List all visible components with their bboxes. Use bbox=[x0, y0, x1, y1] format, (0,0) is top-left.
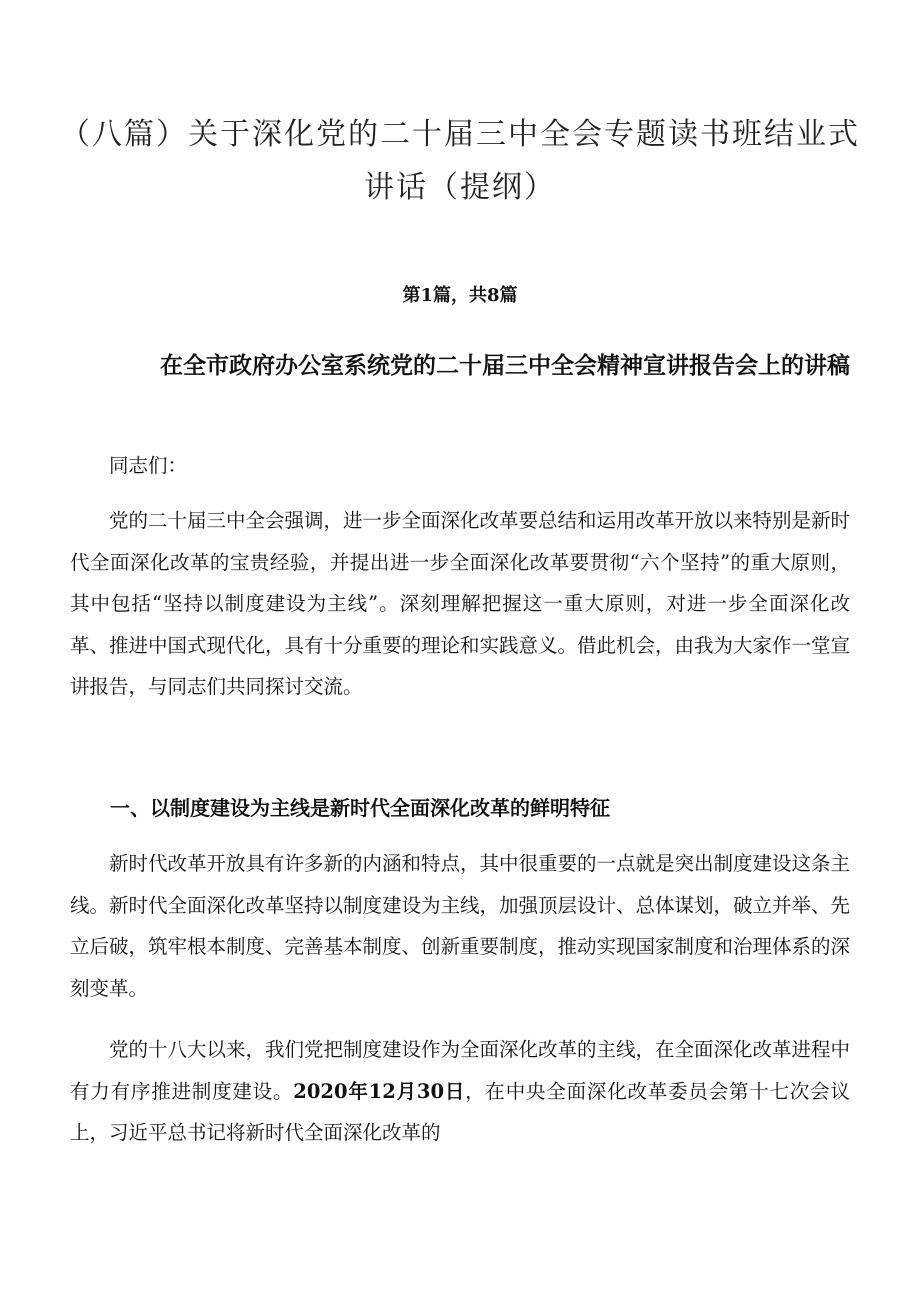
section-1-heading: 一、以制度建设为主线是新时代全面深化改革的鲜明特征 bbox=[110, 796, 610, 820]
speech-title: 在全市政府办公室系统党的二十届三中全会精神宣讲报告会上的讲稿 bbox=[160, 353, 850, 379]
part-indicator: 第1篇，共8篇 bbox=[402, 285, 518, 306]
paragraph-2: 新时代改革开放具有许多新的内涵和特点，其中很重要的一点就是突出制度建设这条主线。新时代全面深化改革坚持以制度建设为主线，加强顶层设计、总体谋划，破立并举、先立后破，筑牢根本制度、完善基本制度、创新重要制度，推动实现国家制度和治理体系的深刻变革。 bbox=[70, 852, 851, 1000]
paragraph-3-date: 2020年12月30日 bbox=[293, 1079, 466, 1103]
paragraph-3-text-a: 党的十八大以来，我们党把制度建设作为全面深化改革的主线，在全面深化改革进程中有力有序推进制度建设。 bbox=[70, 1038, 851, 1103]
paragraph-1: 党的二十届三中全会强调，进一步全面深化改革要总结和运用改革开放以来特别是新时代全面深化改革的宝贵经验，并提出进一步全面深化改革要贯彻“六个坚持”的重大原则，其中包括“坚持以制度建设为主线”。深刻理解把握这一重大原则，对进一步全面深化改革、推进中国式现代化，具有十分重要的理论和实践意义。借此机会，由我为大家作一堂宣讲报告，与同志们共同探讨交流。 bbox=[70, 509, 851, 698]
paragraph-3-text-b: ，在中央全面深化改革委员会第十七次会议上，习近平总书记将新时代全面深化改革的 bbox=[70, 1079, 850, 1144]
document-title: （八篇）关于深化党的二十届三中全会专题读书班结业式讲话（提纲） bbox=[60, 117, 860, 205]
paragraph-3 bbox=[70, 1029, 850, 1154]
greeting: 同志们： bbox=[109, 454, 188, 477]
